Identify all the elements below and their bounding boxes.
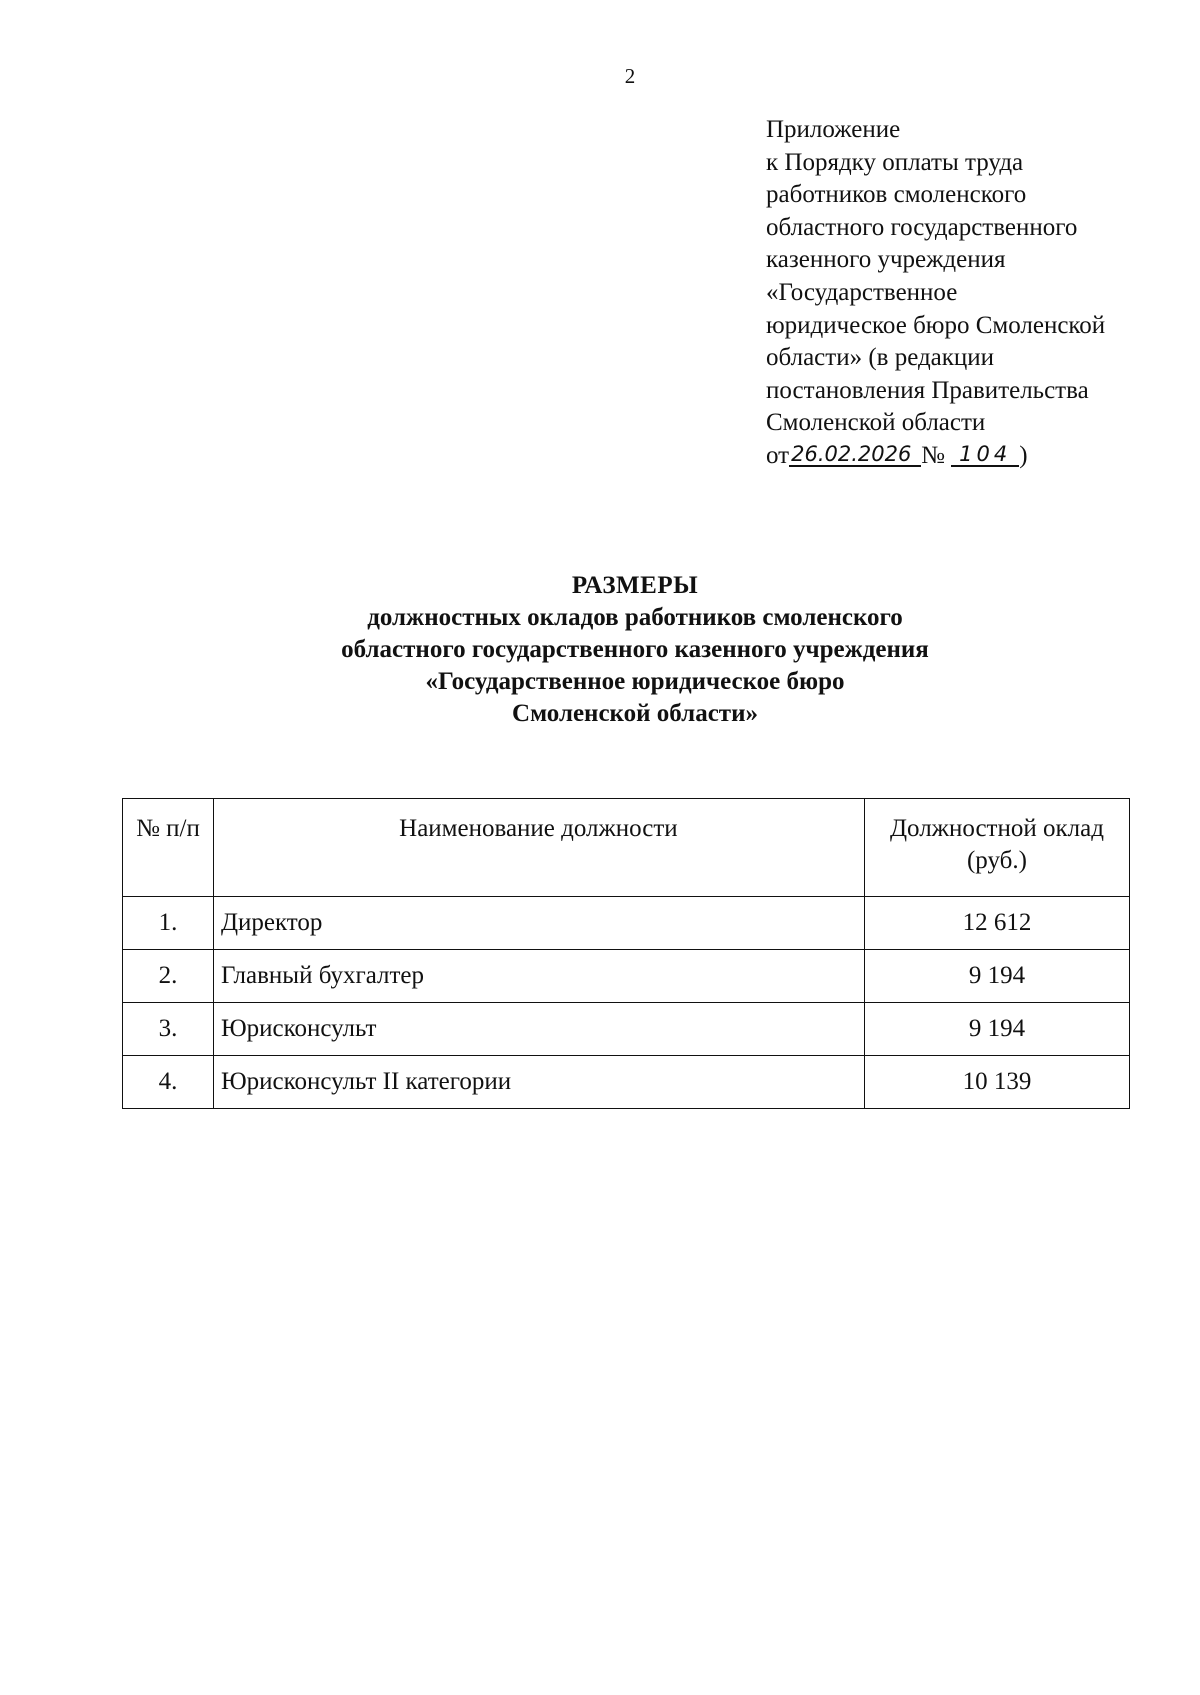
- row-position: Директор: [213, 897, 864, 950]
- title-line: Смоленской области»: [512, 700, 758, 727]
- annex-block: [766, 114, 1186, 473]
- table-row: [123, 1003, 1130, 1056]
- annex-line: к Порядку оплаты труда: [766, 148, 1024, 176]
- closing-paren: ): [1019, 441, 1028, 469]
- handwritten-date: 26.02.2026: [789, 443, 921, 467]
- annex-date-line: [766, 440, 1186, 473]
- document-title: [0, 570, 1200, 730]
- row-position: Юрисконсульт II категории: [213, 1056, 864, 1109]
- annex-line: Смоленской области: [766, 409, 986, 437]
- row-salary: 12 612: [864, 897, 1129, 950]
- header-num: № п/п: [123, 799, 214, 897]
- number-sign: №: [921, 441, 945, 469]
- table-header-row: [123, 799, 1130, 897]
- annex-line: юридическое бюро Смоленской: [766, 311, 1106, 339]
- annex-line: казенного учреждения: [766, 246, 1006, 274]
- date-prefix: от: [766, 441, 790, 469]
- title-line: областного государственного казенного учреждения: [341, 636, 929, 663]
- annex-line: постановления Правительства: [766, 376, 1089, 404]
- row-num: 2.: [123, 950, 214, 1003]
- page-number: 2: [624, 64, 636, 88]
- annex-line: области» (в редакции: [766, 344, 995, 372]
- title-main: РАЗМЕРЫ: [571, 572, 699, 599]
- row-num: 1.: [123, 897, 214, 950]
- title-line: «Государственное юридическое бюро: [425, 668, 845, 695]
- row-num: 4.: [123, 1056, 214, 1109]
- header-salary: [864, 799, 1129, 897]
- row-position: Главный бухгалтер: [213, 950, 864, 1003]
- salary-table: [122, 798, 1130, 1109]
- header-position: Наименование должности: [213, 799, 864, 897]
- row-num: 3.: [123, 1003, 214, 1056]
- table-row: [123, 950, 1130, 1003]
- table-row: [123, 1056, 1130, 1109]
- title-line: должностных окладов работников смоленского: [367, 604, 903, 631]
- annex-line: Приложение: [766, 116, 901, 143]
- row-position: Юрисконсульт: [213, 1003, 864, 1056]
- annex-line: работников смоленского: [766, 181, 1027, 209]
- row-salary: 10 139: [864, 1056, 1129, 1109]
- annex-line: областного государственного: [766, 213, 1078, 241]
- row-salary: 9 194: [864, 1003, 1129, 1056]
- header-salary-line2: (руб.): [966, 847, 1027, 874]
- handwritten-number: 104: [951, 443, 1019, 467]
- row-salary: 9 194: [864, 950, 1129, 1003]
- header-salary-line1: Должностной оклад: [889, 815, 1104, 842]
- annex-line: «Государственное: [766, 278, 958, 306]
- table-row: [123, 897, 1130, 950]
